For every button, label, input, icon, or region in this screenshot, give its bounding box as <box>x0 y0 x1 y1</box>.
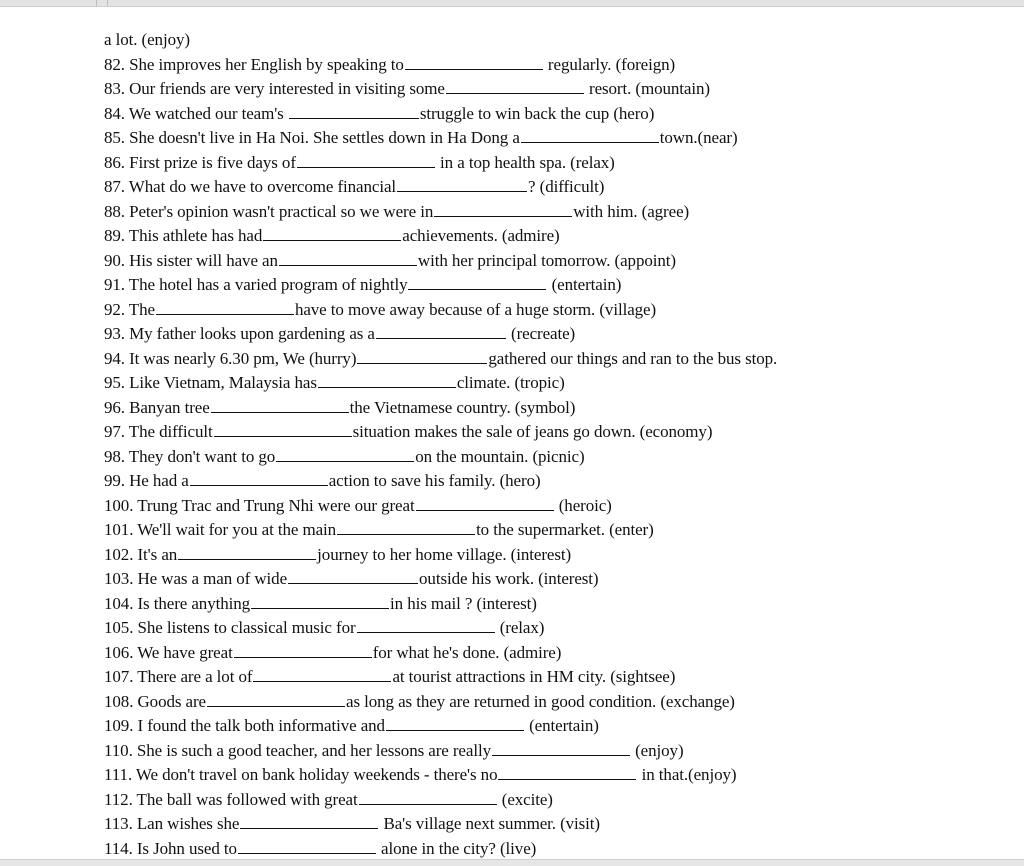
sentence-end: action to save his family. (hero) <box>328 471 541 490</box>
sentence-end: town.(near) <box>659 128 738 147</box>
sentence-end: situation makes the sale of jeans go down. (economy) <box>352 422 713 441</box>
sentence-start: 88. Peter's opinion wasn't practical so we were in <box>104 201 434 221</box>
sentence-start: 94. It was nearly 6.30 pm, We (hurry) <box>104 348 357 368</box>
sentence-start: 101. We'll wait for you at the main <box>104 520 337 539</box>
answer-blank <box>357 618 495 633</box>
sentence-start: 102. It's an <box>104 544 178 564</box>
exercise-line <box>104 396 984 421</box>
sentence-end: gathered our things and ran to the bus stop. <box>488 348 778 368</box>
exercise-line <box>104 347 984 372</box>
sentence-end: ? (difficult) <box>528 177 605 196</box>
sentence-start: 104. Is there anything <box>104 593 251 613</box>
answer-blank <box>178 545 316 560</box>
document-page <box>104 28 984 861</box>
sentence-end: with him. (agree) <box>573 201 690 221</box>
sentence-end: journey to her home village. (interest) <box>317 544 572 564</box>
answer-blank <box>357 349 487 364</box>
sentence-start: 91. The hotel has a varied program of nightly <box>104 275 408 294</box>
sentence-end: Ba's village next summer. (visit) <box>379 814 600 833</box>
sentence-start: 111. We don't travel on bank holiday weekends - there's no <box>104 765 498 784</box>
answer-blank <box>251 594 389 609</box>
answer-blank <box>405 55 543 70</box>
sentence-end: in his mail ? (interest) <box>390 593 537 613</box>
exercise-line <box>104 665 984 690</box>
answer-blank <box>156 300 294 315</box>
answer-blank <box>253 667 391 682</box>
answer-blank <box>211 398 349 413</box>
sentence-end: (enjoy) <box>630 740 684 760</box>
exercise-line <box>104 518 984 543</box>
sentence-start: 108. Goods are <box>104 691 206 711</box>
sentence-end: for what he's done. (admire) <box>372 642 562 662</box>
sentence-start: 99. He had a <box>104 471 189 490</box>
ruler-marker <box>96 0 108 6</box>
sentence-end: (relax) <box>495 618 545 637</box>
exercise-line <box>104 371 984 396</box>
answer-blank <box>297 153 435 168</box>
sentence-end: climate. (tropic) <box>456 373 565 392</box>
answer-blank <box>492 741 630 756</box>
sentence-end: at tourist attractions in HM city. (sightsee) <box>392 667 676 686</box>
sentence-start: 105. She listens to classical music for <box>104 618 356 637</box>
answer-blank <box>416 496 554 511</box>
answer-blank <box>337 520 475 535</box>
sentence-start: 97. The difficult <box>104 422 213 441</box>
answer-blank <box>207 692 345 707</box>
exercise-line <box>104 543 984 568</box>
exercise-line <box>104 445 984 470</box>
top-toolbar-strip <box>0 0 1024 7</box>
exercise-line <box>104 200 984 225</box>
exercise-line <box>104 273 984 298</box>
exercise-line <box>104 126 984 151</box>
sentence-end: struggle to win back the cup (hero) <box>419 103 655 123</box>
answer-blank <box>397 177 527 192</box>
sentence-end: outside his work. (interest) <box>419 569 599 588</box>
exercise-line <box>104 420 984 445</box>
sentence-start: 110. She is such a good teacher, and her lessons are really <box>104 740 491 760</box>
sentence-start: 113. Lan wishes she <box>104 814 240 833</box>
exercise-line <box>104 837 984 862</box>
answer-blank <box>190 471 328 486</box>
sentence-end: (recreate) <box>506 324 576 343</box>
exercise-line <box>104 763 984 788</box>
sentence-start: 93. My father looks upon gardening as a <box>104 324 375 343</box>
sentence-start: 103. He was a man of wide <box>104 569 288 588</box>
sentence-start: 89. This athlete has had <box>104 226 263 245</box>
exercise-line <box>104 151 984 176</box>
sentence-start: 84. We watched our team's <box>104 103 288 123</box>
sentence-end: in that.(enjoy) <box>637 765 737 784</box>
sentence-start: 100. Trung Trac and Trung Nhi were our great <box>104 495 415 515</box>
exercise-line <box>104 567 984 592</box>
sentence-end: (excite) <box>497 789 553 809</box>
answer-blank <box>238 839 376 854</box>
answer-blank <box>376 324 506 339</box>
exercise-line <box>104 592 984 617</box>
answer-blank <box>408 275 546 290</box>
sentence-end: the Vietnamese country. (symbol) <box>349 397 576 417</box>
sentence-end: on the mountain. (picnic) <box>415 446 585 466</box>
exercise-line <box>104 690 984 715</box>
sentence-start: 95. Like Vietnam, Malaysia has <box>104 373 317 392</box>
exercise-line <box>104 714 984 739</box>
answer-blank <box>498 765 636 780</box>
exercise-line <box>104 812 984 837</box>
exercise-line <box>104 53 984 78</box>
sentence-end: (heroic) <box>554 495 612 515</box>
sentence-end: to the supermarket. (enter) <box>476 520 654 539</box>
sentence-start: 107. There are a lot of <box>104 667 253 686</box>
sentence-start: 92. The <box>104 299 155 319</box>
sentence-start: 109. I found the talk both informative and <box>104 716 385 735</box>
exercise-line <box>104 77 984 102</box>
exercise-line <box>104 102 984 127</box>
answer-blank <box>288 569 418 584</box>
answer-blank <box>386 716 524 731</box>
sentence-end: regularly. (foreign) <box>543 54 676 74</box>
answer-blank <box>279 251 417 266</box>
answer-blank <box>214 422 352 437</box>
answer-blank <box>434 202 572 217</box>
sentence-start: a lot. (enjoy) <box>104 30 190 49</box>
answer-blank <box>276 447 414 462</box>
answer-blank <box>234 643 372 658</box>
answer-blank <box>289 104 419 119</box>
sentence-end: resort. (mountain) <box>584 79 710 98</box>
exercise-line <box>104 224 984 249</box>
sentence-end: (entertain) <box>547 275 622 294</box>
sentence-start: 86. First prize is five days of <box>104 152 296 172</box>
answer-blank <box>521 128 659 143</box>
sentence-start: 112. The ball was followed with great <box>104 789 358 809</box>
answer-blank <box>446 79 584 94</box>
sentence-start: 90. His sister will have an <box>104 250 278 270</box>
answer-blank <box>240 814 378 829</box>
sentence-start: 96. Banyan tree <box>104 397 210 417</box>
exercise-line <box>104 788 984 813</box>
sentence-end: in a top health spa. (relax) <box>435 152 615 172</box>
sentence-end: have to move away because of a huge storm. (village) <box>294 299 657 319</box>
sentence-end: as long as they are returned in good condition. (exchange) <box>346 691 735 711</box>
sentence-start: 87. What do we have to overcome financial <box>104 177 397 196</box>
exercise-line <box>104 616 984 641</box>
sentence-end: with her principal tomorrow. (appoint) <box>417 250 676 270</box>
sentence-start: 98. They don't want to go <box>104 446 276 466</box>
exercise-line <box>104 641 984 666</box>
sentence-end: alone in the city? (live) <box>376 838 537 858</box>
exercise-line <box>104 249 984 274</box>
bottom-edge-strip <box>0 859 1024 866</box>
sentence-start: 114. Is John used to <box>104 838 237 858</box>
exercise-line <box>104 739 984 764</box>
exercise-line <box>104 175 984 200</box>
exercise-line <box>104 322 984 347</box>
sentence-start: 83. Our friends are very interested in visiting some <box>104 79 445 98</box>
exercise-line <box>104 469 984 494</box>
sentence-end: (entertain) <box>524 716 599 735</box>
sentence-start: 85. She doesn't live in Ha Noi. She settles down in Ha Dong a <box>104 128 520 147</box>
exercise-line <box>104 298 984 323</box>
answer-blank <box>359 790 497 805</box>
exercise-line <box>104 28 984 53</box>
exercise-line <box>104 494 984 519</box>
answer-blank <box>318 373 456 388</box>
sentence-end: achievements. (admire) <box>402 226 560 245</box>
sentence-start: 82. She improves her English by speaking to <box>104 54 404 74</box>
answer-blank <box>263 226 401 241</box>
sentence-start: 106. We have great <box>104 642 233 662</box>
